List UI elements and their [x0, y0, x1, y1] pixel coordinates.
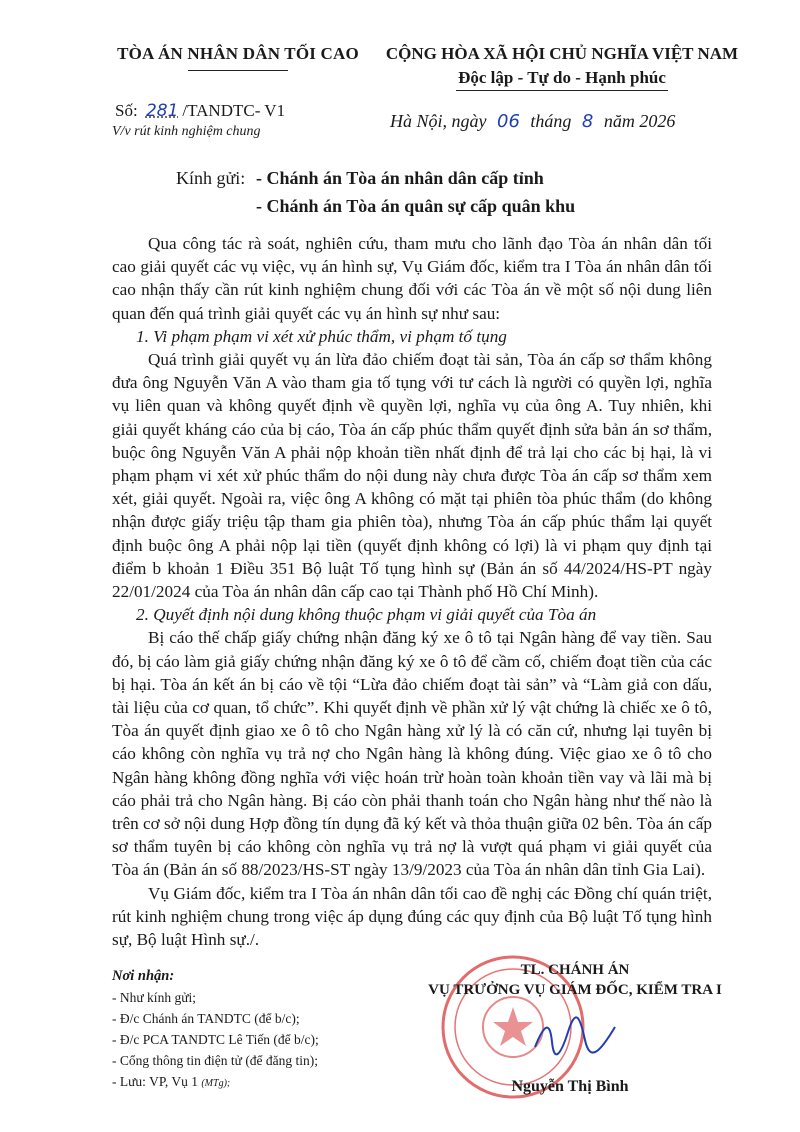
distribution-note: (MTg); [201, 1078, 231, 1089]
date-place: Hà Nội, ngày [390, 111, 487, 131]
section-paragraph-1: Quá trình giải quyết vụ án lừa đảo chiếm đoạt tài sản, Tòa án cấp sơ thẩm không đưa ông Nguyễn Văn A vào tham gia tố tụng với tư cách là người có quyền lợi, nghĩa vụ liên quan và không quyết định về quyền lợi, nghĩa vụ của ông A. Tuy nhiên, khi giải quyết kháng cáo của bị cáo, Tòa án cấp phúc thẩm quyết định sửa bản án sơ thẩm, buộc ông Nguyễn Văn A phải nộp khoản tiền nhất định để trả lại cho các bị hại, là vi phạm phạm vi xét xử phúc thẩm do nội dung này chưa được Tòa án cấp sơ thẩm xem xét, giải quyết. Ngoài ra, việc ông A không có mặt tại phiên tòa phúc thẩm (do không nhận được giấy triệu tập tham gia phiên tòa), nhưng Tòa án cấp phúc thẩm lại quyết định buộc ông A phải nộp lại tiền (quyết định không có lợi) là vi phạm quy định tại điểm b khoản 1 Điều 351 Bộ luật Tố tụng hình sự (Bản án số 44/2024/HS-PT ngày 22/01/2024 của Tòa án nhân dân cấp cao tại Thành phố Hồ Chí Minh). [112, 350, 712, 602]
date-day: 06 [497, 111, 520, 132]
national-motto: Độc lập - Tự do - Hạnh phúc [456, 68, 668, 91]
signature-title-1: TL. CHÁNH ÁN [520, 962, 630, 978]
nation-title: CỘNG HÒA XÃ HỘI CHỦ NGHĨA VIỆT NAM [385, 44, 739, 63]
distribution-item: - Cổng thông tin điện tử (để đăng tin); [112, 1053, 319, 1068]
recipient-1: - Chánh án Tòa án nhân dân cấp tỉnh [256, 168, 544, 188]
document-date [390, 111, 675, 132]
header-left [88, 44, 388, 71]
distribution-item: - Lưu: VP, Vụ 1 (MTg); [112, 1074, 231, 1089]
recipient-2: - Chánh án Tòa án quân sự cấp quân khu [256, 196, 576, 216]
recipients-label: Kính gửi: [176, 168, 246, 188]
reference-number [115, 101, 285, 121]
reference-handwritten-number: 281 [145, 101, 179, 121]
distribution-item: - Như kính gửi; [112, 990, 197, 1005]
document-body [112, 232, 712, 951]
reference-suffix: /TANDTC- V1 [182, 101, 286, 120]
distribution-title: Nơi nhận: [112, 968, 175, 984]
document-subject: V/v rút kinh nghiệm chung [112, 124, 261, 139]
distribution-item: - Đ/c PCA TANDTC Lê Tiến (để b/c); [112, 1032, 319, 1047]
signature-scribble-icon [530, 1012, 620, 1062]
organization-underline [188, 70, 288, 71]
signature-title-2: VỤ TRƯỞNG VỤ GIÁM ĐỐC, KIỂM TRA I [428, 982, 722, 998]
reference-prefix: Số: [115, 101, 138, 120]
date-year: năm 2026 [603, 111, 676, 131]
distribution-item: - Đ/c Chánh án TANDTC (để b/c); [112, 1011, 300, 1026]
signature-block [410, 960, 740, 1000]
organization-name: TÒA ÁN NHÂN DÂN TỐI CAO [117, 44, 359, 63]
closing-paragraph: Vụ Giám đốc, kiểm tra I Tòa án nhân dân tối cao đề nghị các Đồng chí quán triệt, rút kinh nghiệm chung trong việc áp dụng đúng các quy định của Bộ luật Tố tụng hình sự, Bộ luật Hình sự./. [112, 883, 712, 950]
header-right [372, 44, 752, 91]
section-paragraph-2: Bị cáo thế chấp giấy chứng nhận đăng ký xe ô tô tại Ngân hàng để vay tiền. Sau đó, bị cáo làm giả giấy chứng nhận đăng ký xe ô tô để cầm cố, chiếm đoạt tiền của các bị hại. Tòa án kết án bị cáo về tội “Lừa đảo chiếm đoạt tài sản” và “Làm giả con dấu, tài liệu của cơ quan, tổ chức”. Khi quyết định về phần xử lý vật chứng là chiếc xe ô tô, Tòa án quyết định giao xe ô tô cho Ngân hàng xử lý là có căn cứ, nhưng lại tuyên bị cáo không còn nghĩa vụ trả nợ cho Ngân hàng là không đúng. Việc giao xe ô tô cho Ngân hàng không đồng nghĩa với việc hoán trừ hoàn toàn khoản tiền vay và lãi mà bị cáo phải trả cho Ngân hàng. Bị cáo còn phải thanh toán cho Ngân hàng như thế nào là trên cơ sở nội dung Hợp đồng tín dụng đã ký kết và thỏa thuận giữa 02 bên. Tòa án cấp sơ thẩm tuyên bị cáo không còn nghĩa vụ trả nợ là vượt quá phạm vi giải quyết của Tòa án (Bản án số 88/2023/HS-ST ngày 13/9/2023 của Tòa án nhân dân tỉnh Gia Lai). [112, 628, 712, 880]
intro-paragraph: Qua công tác rà soát, nghiên cứu, tham mưu cho lãnh đạo Tòa án nhân dân tối cao giải quyết các vụ việc, vụ án hình sự, Vụ Giám đốc, kiểm tra I Tòa án nhân dân tối cao nhận thấy cần rút kinh nghiệm chung đối với các Tòa án về một số nội dung liên quan đến quá trình giải quyết các vụ án hình sự như sau: [112, 234, 712, 323]
section-heading-1: 1. Vi phạm phạm vi xét xử phúc thẩm, vi phạm tố tụng [136, 326, 507, 346]
section-heading-2: 2. Quyết định nội dung không thuộc phạm vi giải quyết của Tòa án [136, 605, 597, 625]
date-month-label: tháng [530, 111, 572, 131]
date-month: 8 [581, 111, 594, 132]
distribution-list [112, 966, 412, 1094]
recipients-block [176, 168, 576, 216]
signer-name: Nguyễn Thị Bình [511, 1078, 629, 1095]
